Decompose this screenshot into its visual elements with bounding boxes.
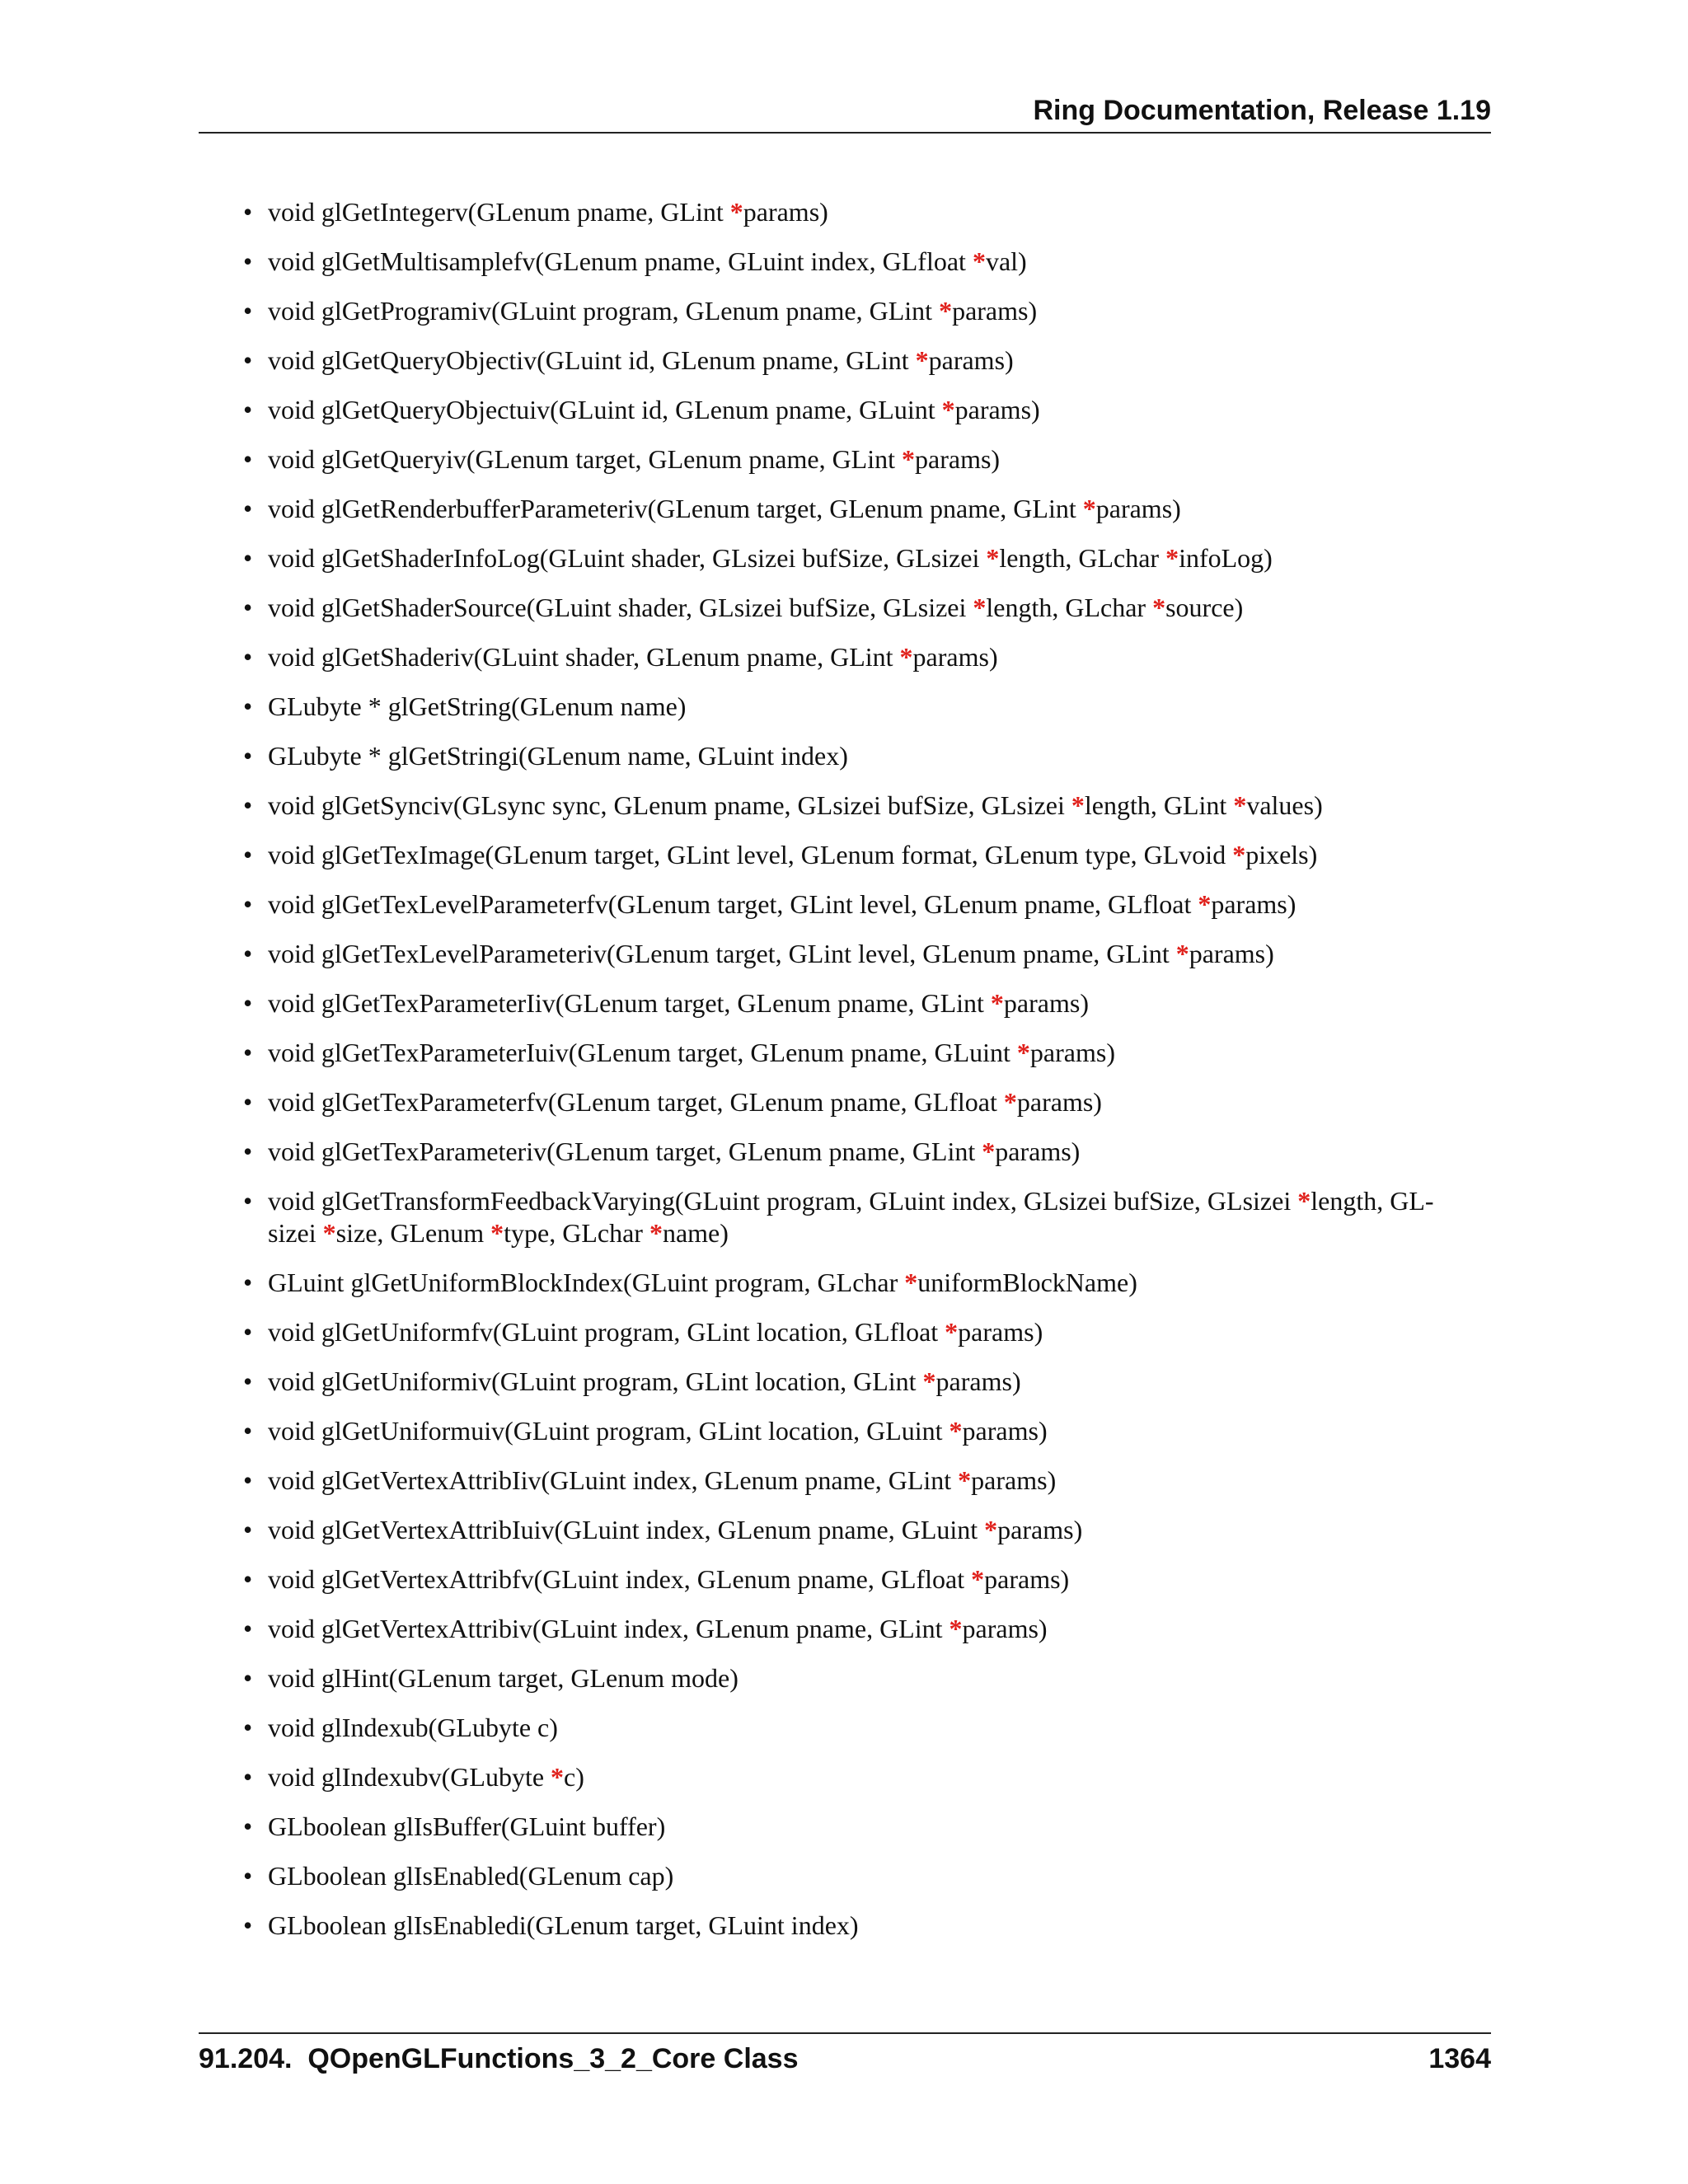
function-signature-item xyxy=(243,1860,1496,1892)
pointer-asterisk: * xyxy=(973,593,987,622)
signature-text: params) xyxy=(958,1317,1043,1347)
signature-text: params) xyxy=(1211,889,1296,919)
function-signature-item xyxy=(243,1563,1496,1596)
function-signature-item xyxy=(243,1662,1496,1694)
signature-text: void glIndexub(GLubyte c) xyxy=(268,1713,558,1742)
signature-text: params) xyxy=(912,642,998,672)
signature-text: void glGetVertexAttribIiv(GLuint index, GLenum pname, GLint xyxy=(268,1465,959,1495)
signature-text: sizei xyxy=(268,1218,323,1248)
page-number: 1364 xyxy=(1428,2043,1491,2074)
signature-text: params) xyxy=(997,1515,1083,1544)
pointer-asterisk: * xyxy=(1003,1087,1017,1117)
signature-text: uniformBlockName) xyxy=(917,1268,1137,1297)
signature-text: params) xyxy=(952,296,1038,326)
page-header xyxy=(199,92,1491,134)
signature-text: void glGetShaderSource(GLuint shader, GLsizei bufSize, GLsizei xyxy=(268,593,973,622)
signature-text: size, GLenum xyxy=(335,1218,491,1248)
signature-text: params) xyxy=(915,444,1001,474)
signature-text: void glGetSynciv(GLsync sync, GLenum pname, GLsizei bufSize, GLsizei xyxy=(268,790,1071,820)
signature-text: GLubyte * glGetStringi(GLenum name, GLuint index) xyxy=(268,741,848,771)
pointer-asterisk: * xyxy=(986,543,1000,573)
function-signature-item xyxy=(243,246,1496,278)
signature-text: void glGetTexParameterIiv(GLenum target, GLenum pname, GLint xyxy=(268,988,991,1018)
signature-text: GLuint glGetUniformBlockIndex(GLuint program, GLchar xyxy=(268,1268,905,1297)
pointer-asterisk: * xyxy=(1082,494,1096,523)
function-signature-item xyxy=(243,542,1496,574)
signature-text: void glGetQueryiv(GLenum target, GLenum pname, GLint xyxy=(268,444,902,474)
signature-text: params) xyxy=(984,1564,1070,1594)
pointer-asterisk: * xyxy=(945,1317,959,1347)
function-signature-item xyxy=(243,938,1496,970)
signature-text: void glIndexubv(GLubyte xyxy=(268,1762,551,1792)
function-signature-item xyxy=(243,1316,1496,1348)
signature-text: void glGetRenderbufferParameteriv(GLenum target, GLenum pname, GLint xyxy=(268,494,1083,523)
signature-text: params) xyxy=(1189,939,1274,968)
signature-text: GLboolean glIsEnabled(GLenum cap) xyxy=(268,1861,674,1891)
signature-text: params) xyxy=(962,1614,1048,1643)
pointer-asterisk: * xyxy=(902,444,915,474)
function-signature-item xyxy=(243,196,1496,228)
signature-text: void glGetUniformuiv(GLuint program, GLint location, GLuint xyxy=(268,1416,950,1446)
signature-text: void glGetVertexAttribiv(GLuint index, GLenum pname, GLint xyxy=(268,1614,950,1643)
signature-text: GLboolean glIsEnabledi(GLenum target, GLuint index) xyxy=(268,1910,859,1940)
function-signature-item xyxy=(243,1514,1496,1546)
pointer-asterisk: * xyxy=(490,1218,504,1248)
signature-text: void glGetIntegerv(GLenum pname, GLint xyxy=(268,197,730,227)
function-signature-item xyxy=(243,691,1496,723)
page-footer xyxy=(199,2032,1491,2074)
pointer-asterisk: * xyxy=(982,1137,996,1166)
pointer-asterisk: * xyxy=(915,345,929,375)
pointer-asterisk: * xyxy=(899,642,913,672)
signature-text: void glGetVertexAttribfv(GLuint index, GLenum pname, GLfloat xyxy=(268,1564,972,1594)
signature-text: void glGetTexLevelParameterfv(GLenum target, GLint level, GLenum pname, GLfloat xyxy=(268,889,1198,919)
pointer-asterisk: * xyxy=(958,1465,972,1495)
function-signature-item xyxy=(243,1136,1496,1168)
signature-text: params) xyxy=(954,395,1040,424)
signature-text: void glGetTexParameterIuiv(GLenum target, GLenum pname, GLuint xyxy=(268,1038,1017,1067)
signature-text: params) xyxy=(1029,1038,1115,1067)
function-signature-item xyxy=(243,987,1496,1019)
function-signature-item xyxy=(243,641,1496,673)
function-signature-item xyxy=(243,839,1496,871)
signature-text: void glGetMultisamplefv(GLenum pname, GLuint index, GLfloat xyxy=(268,246,973,276)
pointer-asterisk: * xyxy=(990,988,1004,1018)
signature-text: params) xyxy=(935,1366,1021,1396)
pointer-asterisk: * xyxy=(949,1614,963,1643)
signature-text: void glGetVertexAttribIuiv(GLuint index, GLenum pname, GLuint xyxy=(268,1515,985,1544)
signature-text: void glGetQueryObjectiv(GLuint id, GLenum pname, GLint xyxy=(268,345,916,375)
pointer-asterisk: * xyxy=(972,246,986,276)
signature-text: void glGetShaderInfoLog(GLuint shader, GLsizei bufSize, GLsizei xyxy=(268,543,987,573)
signature-text: params) xyxy=(743,197,828,227)
function-signature-item xyxy=(243,790,1496,822)
signature-text: name) xyxy=(662,1218,729,1248)
signature-text: pixels) xyxy=(1245,840,1318,869)
signature-text: params) xyxy=(928,345,1014,375)
signature-text: params) xyxy=(1095,494,1181,523)
function-signature-item xyxy=(243,1267,1496,1299)
signature-text: void glGetTexImage(GLenum target, GLint level, GLenum format, GLenum type, GLvoid xyxy=(268,840,1233,869)
section-title: 91.204. QOpenGLFunctions_3_2_Core Class xyxy=(199,2043,799,2074)
pointer-asterisk: * xyxy=(1175,939,1189,968)
pointer-asterisk: * xyxy=(1165,543,1179,573)
pointer-asterisk: * xyxy=(1297,1186,1311,1216)
function-list xyxy=(243,196,1496,1959)
signature-text: void glGetTexParameteriv(GLenum target, GLenum pname, GLint xyxy=(268,1137,982,1166)
signature-text: void glGetTexLevelParameteriv(GLenum target, GLint level, GLenum pname, GLint xyxy=(268,939,1176,968)
function-signature-item xyxy=(243,1185,1496,1249)
signature-text: length, GLchar xyxy=(986,593,1153,622)
pointer-asterisk: * xyxy=(1071,790,1085,820)
signature-text: params) xyxy=(1003,988,1089,1018)
function-signature-item xyxy=(243,1811,1496,1843)
signature-text: c) xyxy=(564,1762,584,1792)
function-signature-item xyxy=(243,1037,1496,1069)
signature-text: params) xyxy=(995,1137,1081,1166)
function-signature-item xyxy=(243,493,1496,525)
function-signature-item xyxy=(243,592,1496,624)
pointer-asterisk: * xyxy=(649,1218,663,1248)
pointer-asterisk: * xyxy=(1152,593,1166,622)
function-signature-item xyxy=(243,1910,1496,1942)
function-signature-item xyxy=(243,443,1496,476)
pointer-asterisk: * xyxy=(551,1762,565,1792)
signature-text: GLubyte * glGetString(GLenum name) xyxy=(268,691,687,721)
signature-text: void glGetTexParameterfv(GLenum target, GLenum pname, GLfloat xyxy=(268,1087,1004,1117)
pointer-asterisk: * xyxy=(984,1515,998,1544)
function-signature-item xyxy=(243,1415,1496,1447)
signature-text: void glGetProgramiv(GLuint program, GLenum pname, GLint xyxy=(268,296,940,326)
function-signature-item xyxy=(243,295,1496,327)
signature-text: void glGetUniformiv(GLuint program, GLint location, GLint xyxy=(268,1366,923,1396)
signature-text: params) xyxy=(962,1416,1048,1446)
function-signature-item xyxy=(243,888,1496,921)
signature-text: params) xyxy=(1016,1087,1102,1117)
pointer-asterisk: * xyxy=(922,1366,936,1396)
signature-text: void glGetTransformFeedbackVarying(GLuint program, GLuint index, GLsizei bufSize, GLsizei xyxy=(268,1186,1298,1216)
function-signature-item xyxy=(243,394,1496,426)
pointer-asterisk: * xyxy=(941,395,955,424)
pointer-asterisk: * xyxy=(729,197,743,227)
pointer-asterisk: * xyxy=(322,1218,336,1248)
pointer-asterisk: * xyxy=(949,1416,963,1446)
function-signature-item xyxy=(243,1712,1496,1744)
pointer-asterisk: * xyxy=(1232,840,1246,869)
signature-text: length, GLchar xyxy=(999,543,1166,573)
signature-text: infoLog) xyxy=(1179,543,1273,573)
signature-text: void glHint(GLenum target, GLenum mode) xyxy=(268,1663,738,1693)
signature-text: type, GLchar xyxy=(504,1218,649,1248)
function-signature-item xyxy=(243,1761,1496,1793)
pointer-asterisk: * xyxy=(1198,889,1212,919)
signature-text: params) xyxy=(971,1465,1057,1495)
signature-text: source) xyxy=(1165,593,1244,622)
function-signature-item xyxy=(243,1366,1496,1398)
signature-text: void glGetShaderiv(GLuint shader, GLenum pname, GLint xyxy=(268,642,900,672)
function-signature-item xyxy=(243,1465,1496,1497)
signature-text: val) xyxy=(985,246,1027,276)
signature-text: values) xyxy=(1246,790,1323,820)
function-signature-item xyxy=(243,1086,1496,1118)
pointer-asterisk: * xyxy=(971,1564,985,1594)
function-signature-item xyxy=(243,740,1496,772)
document-title: Ring Documentation, Release 1.19 xyxy=(1033,95,1491,126)
pointer-asterisk: * xyxy=(904,1268,918,1297)
function-signature-item xyxy=(243,1613,1496,1645)
function-signature-item xyxy=(243,344,1496,377)
signature-text: length, GL- xyxy=(1311,1186,1434,1216)
pointer-asterisk: * xyxy=(1233,790,1247,820)
pointer-asterisk: * xyxy=(939,296,953,326)
signature-text: void glGetUniformfv(GLuint program, GLint location, GLfloat xyxy=(268,1317,945,1347)
signature-text: void glGetQueryObjectuiv(GLuint id, GLenum pname, GLuint xyxy=(268,395,942,424)
signature-text: GLboolean glIsBuffer(GLuint buffer) xyxy=(268,1811,666,1841)
pointer-asterisk: * xyxy=(1016,1038,1030,1067)
signature-text: length, GLint xyxy=(1084,790,1234,820)
